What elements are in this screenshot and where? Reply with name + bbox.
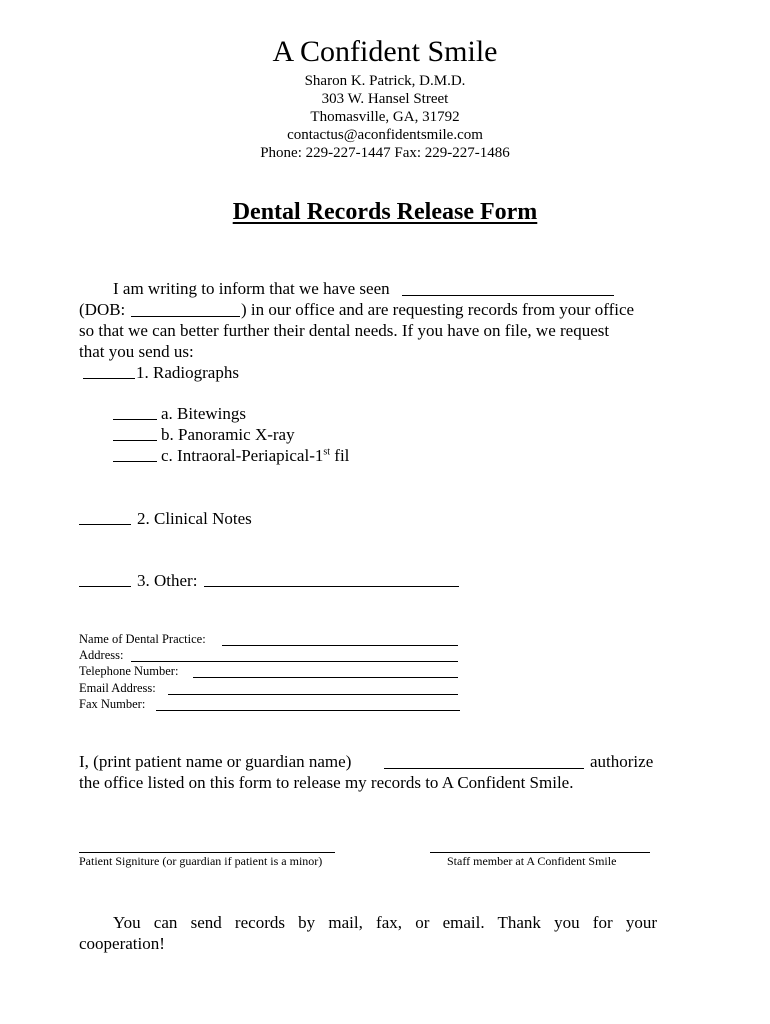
intraoral-label: c. Intraoral-Periapical-1st fil bbox=[161, 446, 350, 465]
doctor-name: Sharon K. Patrick, D.M.D. bbox=[304, 73, 466, 89]
practice-name: A Confident Smile bbox=[272, 35, 498, 68]
practice-name-label: Name of Dental Practice: bbox=[79, 632, 206, 646]
dob-label-open: (DOB: bbox=[79, 300, 126, 319]
practice-address-field[interactable] bbox=[131, 661, 458, 662]
city-state-zip: Thomasville, GA, 31792 bbox=[310, 109, 460, 125]
radiographs-check-blank[interactable] bbox=[83, 378, 135, 379]
intro-line-1: I am writing to inform that we have seen bbox=[113, 279, 390, 298]
other-label: 3. Other: bbox=[137, 571, 198, 590]
intraoral-check-blank[interactable] bbox=[113, 461, 157, 462]
bitewings-check-blank[interactable] bbox=[113, 419, 157, 420]
other-text-blank[interactable] bbox=[204, 586, 459, 587]
intro-line-4: that you send us: bbox=[79, 342, 194, 361]
street-address: 303 W. Hansel Street bbox=[321, 91, 449, 107]
patient-signature-line[interactable] bbox=[79, 852, 335, 853]
intro-line-3: so that we can better further their dental needs. If you have on file, we request bbox=[79, 321, 610, 340]
bitewings-label: a. Bitewings bbox=[161, 404, 246, 423]
clinical-notes-label: 2. Clinical Notes bbox=[137, 509, 252, 528]
closing-line-2: cooperation! bbox=[79, 934, 165, 953]
staff-signature-line[interactable] bbox=[430, 852, 650, 853]
panoramic-check-blank[interactable] bbox=[113, 440, 157, 441]
contact-email: contactus@aconfidentsmile.com bbox=[287, 127, 483, 143]
panoramic-label: b. Panoramic X-ray bbox=[161, 425, 295, 444]
form-title: Dental Records Release Form bbox=[232, 199, 538, 225]
practice-email-label: Email Address: bbox=[79, 681, 156, 695]
patient-name-blank[interactable] bbox=[402, 295, 614, 296]
practice-telephone-field[interactable] bbox=[193, 677, 458, 678]
phone-fax: Phone: 229-227-1447 Fax: 229-227-1486 bbox=[260, 145, 510, 161]
practice-fax-field[interactable] bbox=[156, 710, 460, 711]
clinical-notes-check-blank[interactable] bbox=[79, 524, 131, 525]
authorization-line-2: the office listed on this form to release my records to A Confident Smile. bbox=[79, 773, 574, 792]
practice-name-field[interactable] bbox=[222, 645, 458, 646]
guardian-name-blank[interactable] bbox=[384, 768, 584, 769]
staff-signature-label: Staff member at A Confident Smile bbox=[447, 854, 617, 868]
radiographs-label: 1. Radiographs bbox=[136, 363, 239, 382]
authorization-line-1-pre: I, (print patient name or guardian name) bbox=[79, 752, 352, 771]
dob-blank[interactable] bbox=[131, 316, 240, 317]
practice-fax-label: Fax Number: bbox=[79, 697, 146, 711]
patient-signature-label: Patient Signiture (or guardian if patient is a minor) bbox=[79, 854, 323, 868]
authorization-line-1-post: authorize bbox=[590, 752, 654, 771]
practice-email-field[interactable] bbox=[168, 694, 458, 695]
other-check-blank[interactable] bbox=[79, 586, 131, 587]
closing-line-1: You can send records by mail, fax, or email. Thank you for your bbox=[113, 913, 657, 932]
practice-address-label: Address: bbox=[79, 648, 124, 662]
practice-telephone-label: Telephone Number: bbox=[79, 664, 179, 678]
dob-label-close: ) in our office and are requesting records from your office bbox=[241, 300, 635, 319]
